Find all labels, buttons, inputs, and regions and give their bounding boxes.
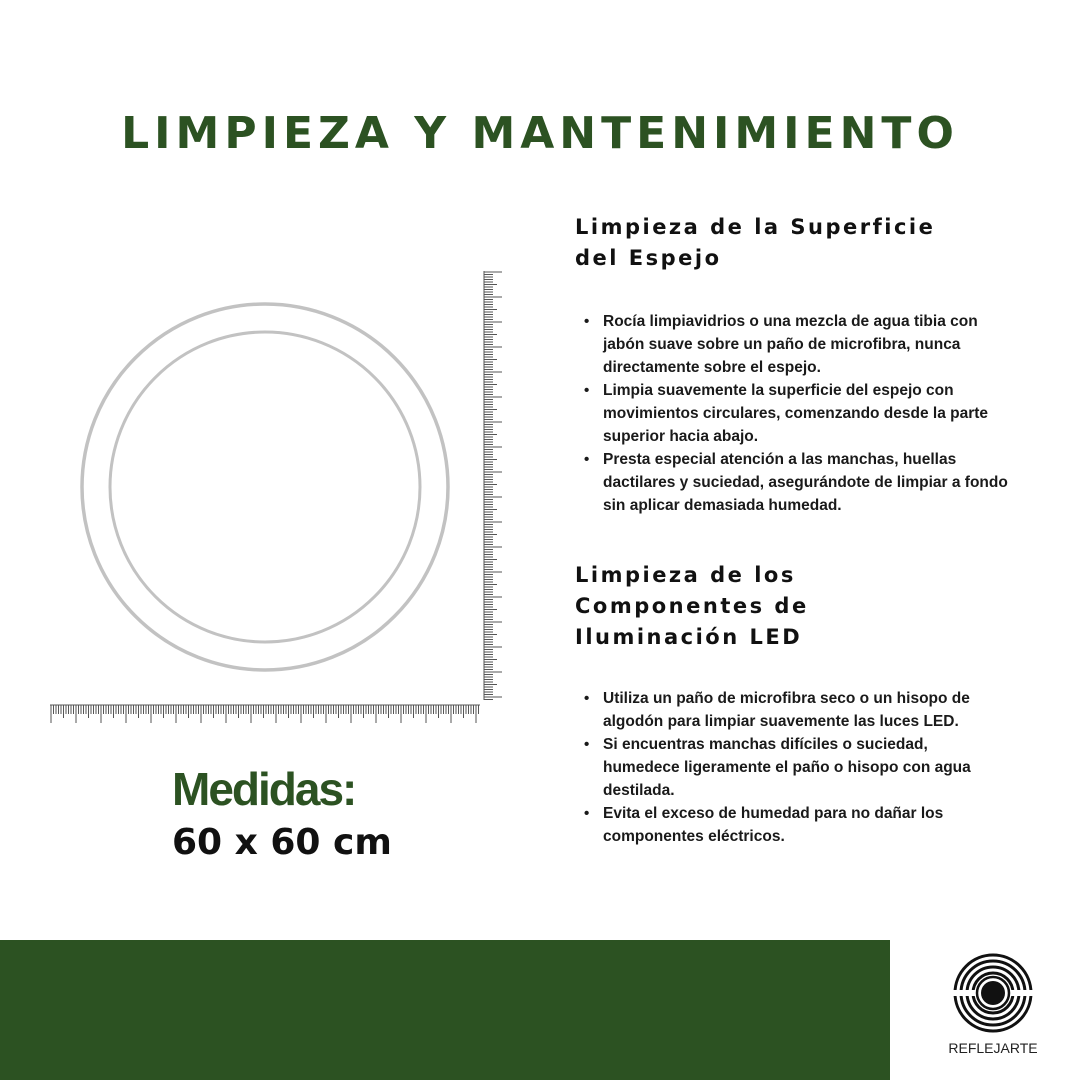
section-heading <box>575 560 1015 653</box>
section-heading-line: del Espejo <box>575 246 722 270</box>
list-item: • Presta especial atención a las manchas, huellas dactilares y suciedad, asegurándote de limpiar a fondo sin aplicar demasiada humedad. <box>603 448 1013 517</box>
section-mirror-surface <box>575 212 1015 517</box>
vertical-ruler <box>484 271 502 700</box>
mirror-outer-ring <box>82 304 448 670</box>
list-item: • Rocía limpiavidrios o una mezcla de agua tibia con jabón suave sobre un paño de microfibra, nunca directamente sobre el espejo. <box>603 310 1013 379</box>
section-heading <box>575 212 1015 274</box>
measures-label: Medidas: <box>172 763 356 815</box>
section-heading-line: Limpieza de los <box>575 563 796 587</box>
brand-name: REFLEJARTE <box>948 1040 1038 1056</box>
page-title: LIMPIEZA Y MANTENIMIENTO <box>121 108 959 159</box>
list-item: • Utiliza un paño de microfibra seco o un hisopo de algodón para limpiar suavemente las luces LED. <box>603 687 1003 733</box>
section-heading-line: Limpieza de la Superficie <box>575 215 936 239</box>
section-heading-line: Componentes de <box>575 594 809 618</box>
footer-band <box>0 940 890 1080</box>
concentric-rings-logo-icon <box>952 952 1034 1034</box>
section-led-components <box>575 560 1015 848</box>
section-heading-line: Iluminación LED <box>575 625 803 649</box>
list-item: • Limpia suavemente la superficie del espejo con movimientos circulares, comenzando desde la parte superior hacia abajo. <box>603 379 1013 448</box>
horizontal-ruler <box>50 705 480 723</box>
measures-value: 60 x 60 cm <box>172 822 392 863</box>
list-item: • Si encuentras manchas difíciles o suciedad, humedece ligeramente el paño o hisopo con agua destilada. <box>603 733 1003 802</box>
mirror-inner-ring <box>110 332 420 642</box>
instruction-list <box>575 687 1003 848</box>
instruction-list <box>575 310 1013 517</box>
round-mirror-illustration <box>40 260 520 740</box>
list-item: • Evita el exceso de humedad para no dañar los componentes eléctricos. <box>603 802 1003 848</box>
